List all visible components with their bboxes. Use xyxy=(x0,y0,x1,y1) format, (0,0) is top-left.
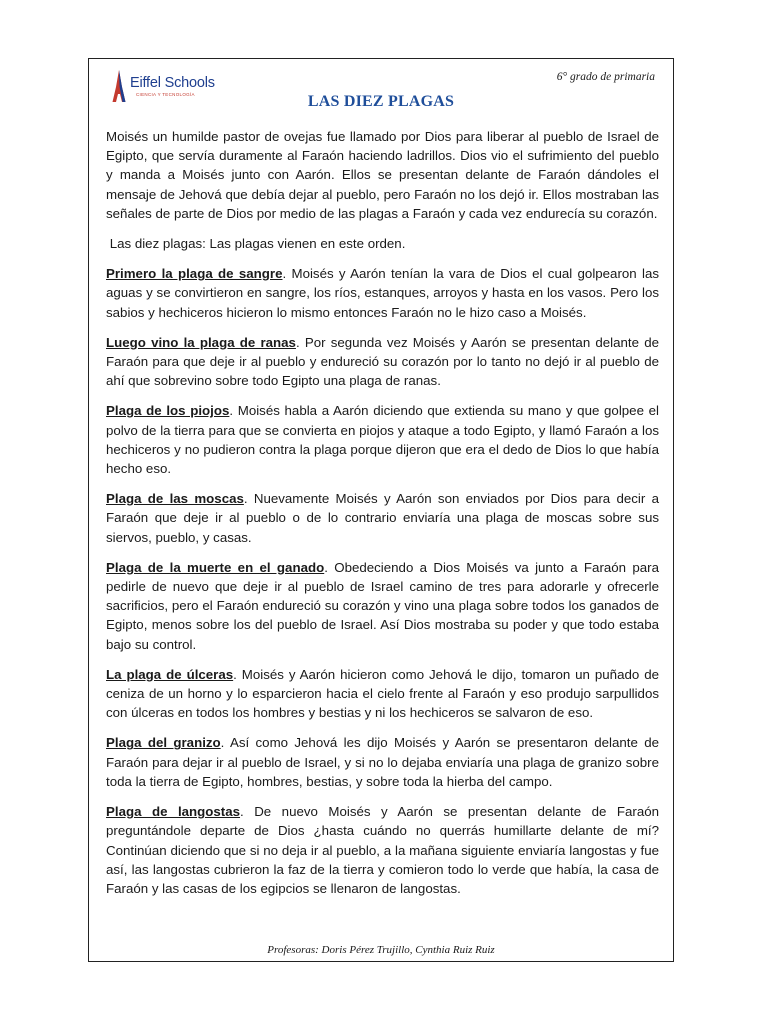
page-title: LAS DIEZ PLAGAS xyxy=(307,93,455,110)
plague-text: . Obedeciendo a Dios Moisés va junto a Faraón para pedirle de nuevo que deje ir al pueblo de Israel camino de tres para adorarle y ofrecerle sacrificios, pero el Faraón endureció su corazón y vino una plaga sobre todos los ganados de Egipto, menos sobre los del pueblo de Israel. Así Dios mostraba su poder y que todo estaba bajo su control. xyxy=(106,559,659,652)
plague-item xyxy=(106,733,659,791)
intro-paragraph: Moisés un humilde pastor de ovejas fue llamado por Dios para liberar al pueblo de Israel de Egipto, que servía duramente al Faraón haciendo ladrillos. Dios vio el sufrimiento del pueblo y manda a Moisés junto con Aarón. Ellos se presentan delante de Faraón dándoles el mensaje de Jehová que debía dejar al pueblo, pero Faraón no los dejó ir. Ellos mostraban las señales de parte de Dios por medio de las plagas a Faraón y cada vez endurecía su corazón. xyxy=(106,129,659,221)
plague-heading: Plaga de la muerte en el ganado xyxy=(106,559,325,575)
plague-heading: La plaga de úlceras xyxy=(106,666,234,682)
plague-heading: Plaga de los piojos xyxy=(106,403,230,419)
list-intro-text: Las diez plagas: Las plagas vienen en este orden. xyxy=(109,236,406,252)
teachers-footer: Profesoras: Doris Pérez Trujillo, Cynthia Ruiz Ruiz xyxy=(267,944,495,956)
plague-item xyxy=(106,264,659,322)
plague-text: . Moisés y Aarón hicieron como Jehová le dijo, tomaron un puñado de ceniza de un horno y lo esparcieron hacia el cielo frente al Faraón y eso produjo sarpullidos con úlceras en todos los hombres y bestias y ni los hechiceros se salvaron de eso. xyxy=(106,666,659,721)
plague-text: . De nuevo Moisés y Aarón se presentan delante de Faraón preguntándole departe de Dios ¿hasta cuándo no querrás humillarte delante de mí? Continúan diciendo que si no deja ir al pueblo, a la mañana siguiente enviaría langostas y fue así, las langostas cubrieron la faz de la tierra y comieron todo lo verde que había, la casa de Faraón y las casas de los egipcios se llenaron de langostas. xyxy=(106,804,660,896)
plague-item xyxy=(106,489,659,547)
plague-heading: Plaga de las moscas xyxy=(106,491,244,507)
logo-name: Eiffel Schools xyxy=(130,75,215,91)
plague-item xyxy=(106,401,659,478)
plague-text: . Así como Jehová les dijo Moisés y Aarón se presentaron delante de Faraón para dejar ir al pueblo de Israel, y si no lo dejaba enviaría una plaga de granizo sobre toda la tierra de Egipto, hombres, bestias, y sobre toda la hierba del campo. xyxy=(106,735,660,789)
list-intro xyxy=(106,234,659,253)
plague-text: . Por segunda vez Moisés y Aarón se presentan delante de Faraón para que deje ir al pueblo y endureció su corazón por lo tanto no dejó ir al pueblo de ahí que sobrevino sobre todo Egipto una plaga de ranas. xyxy=(106,334,659,389)
plague-item xyxy=(106,802,659,898)
plague-heading: Plaga del granizo xyxy=(106,735,221,751)
plague-text: . Moisés habla a Aarón diciendo que extienda su mano y que golpee el polvo de la tierra para que se convierta en piojos y ataque a todo Egipto, y llamó Faraón a los hechiceros y no pudieron contra la plaga porque dijeron que era el dedo de Dios lo que había hecho eso. xyxy=(106,403,659,477)
plague-item xyxy=(106,665,659,723)
worksheet-body xyxy=(106,127,659,909)
plague-heading: Luego vino la plaga de ranas xyxy=(106,334,296,350)
plague-text: . Nuevamente Moisés y Aarón son enviados por Dios para decir a Faraón que deje ir al pueblo o de lo contrario enviaría una plaga de moscas sobre sus siervos, pueblo, y casas. xyxy=(106,491,659,545)
plague-heading: Primero la plaga de sangre xyxy=(106,266,283,282)
plague-heading: Plaga de langostas xyxy=(106,804,241,820)
logo-tagline: CIENCIA Y TECNOLOGÍA xyxy=(136,92,195,97)
grade-level: 6° grado de primaria xyxy=(556,71,655,83)
plague-item xyxy=(106,558,659,654)
worksheet-frame xyxy=(88,58,674,962)
plague-item xyxy=(106,333,659,391)
plague-text: . Moisés y Aarón tenían la vara de Dios el cual golpearon las aguas y se convirtieron en sangre, los ríos, estanques, arroyos y hasta en los vasos. Pero los sabios y hechiceros hicieron lo mismo entonces Faraón no le hizo caso a Moisés. xyxy=(106,266,659,320)
